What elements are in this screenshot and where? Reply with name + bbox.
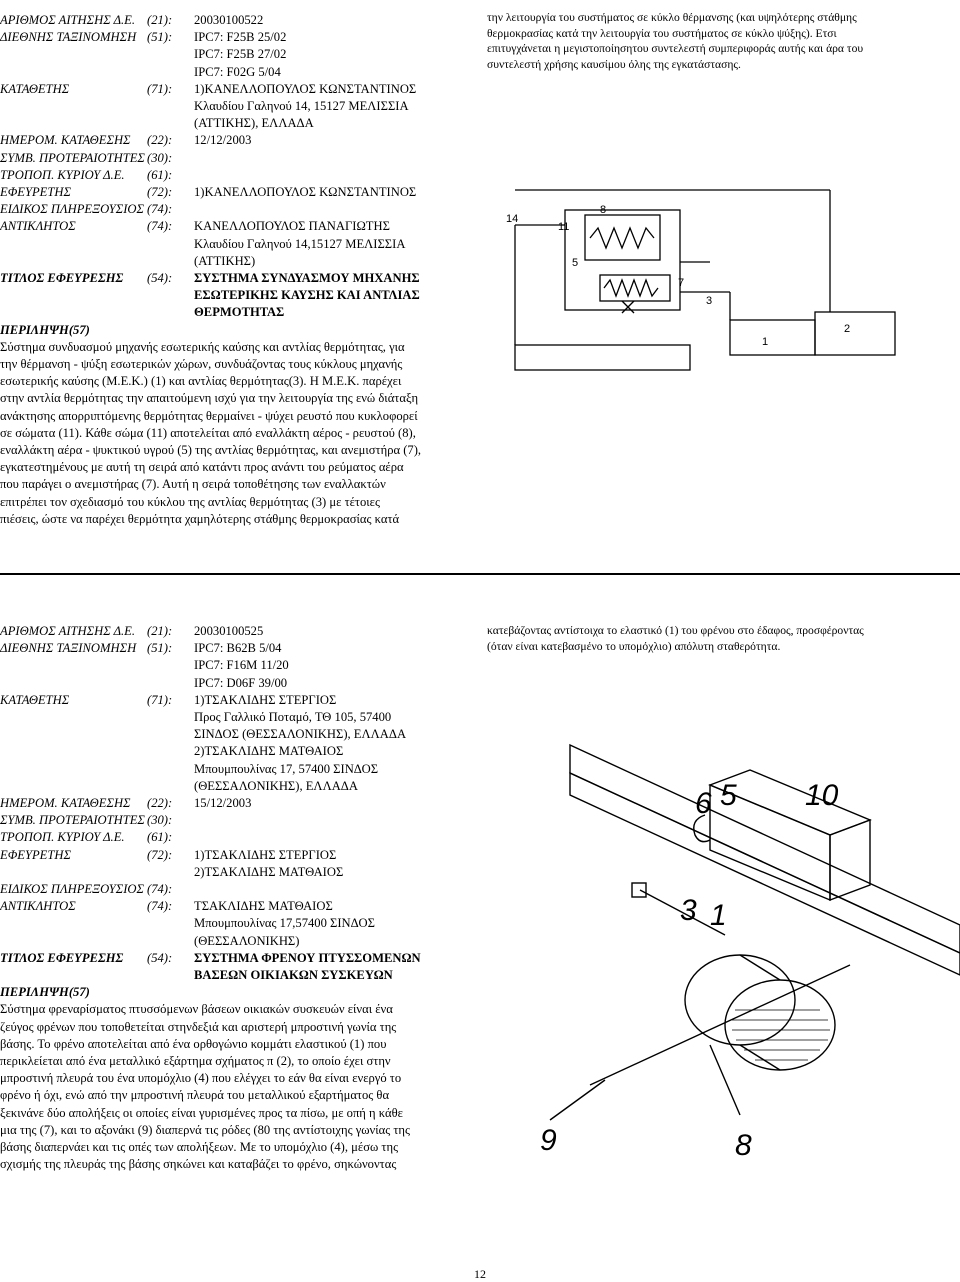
text-line: βάσης. Το φρένο αποτελείται από ένα ορθογώνιο κομμάτι ελαστικού (1) που [0, 1036, 387, 1051]
entry2-left-column [0, 623, 472, 1174]
text-line: σχισμής της πλευράς της βάσης σηκώνει και καταβάζει το φρένο, σηκώνοντας [0, 1157, 397, 1172]
field-row [0, 898, 472, 915]
field-row [0, 167, 472, 184]
field-value-continuation: IPC7: D06F 39/00 [194, 675, 288, 690]
wheel-back [685, 955, 795, 1045]
field-label: ΑΝΤΙΚΛΗΤΟΣ [0, 899, 76, 914]
field-value: 20030100522 [194, 13, 264, 27]
text-line: που παράγει ο ανεμιστήρας (7). Αυτή η σειρά τοποθέτησης των εναλλακτών [0, 477, 386, 492]
field-value: 1)ΤΣΑΚΛΙΔΗΣ ΣΤΕΡΓΙΟΣ [194, 847, 337, 862]
field-label: ΤΡΟΠΟΠ. ΚΥΡΙΟΥ Δ.Ε. [0, 167, 125, 182]
entry1-system-diagram [500, 180, 940, 385]
text-line: θερμοκρασίας κατά την λειτουργία του συστήματος σε κύκλο ψύξης). Ετσι [487, 26, 837, 40]
entry2-abstract [0, 1001, 472, 1173]
field-value-continuation: Κλαυδίου Γαληνού 14,15127 ΜΕΛΙΣΣΙΑ [194, 236, 406, 251]
field-value-continuation: Μπουμπουλίνας 17,57400 ΣΙΝΔΟΣ [194, 916, 375, 931]
field-code: (72): [147, 847, 173, 862]
field-label: ΣΥΜΒ. ΠΡΟΤΕΡΑΙΟΤΗΤΕΣ [0, 150, 145, 165]
field-value: IPC7: F25B 25/02 [194, 30, 287, 45]
entry1-left-column [0, 12, 472, 528]
leader-9 [550, 1080, 605, 1120]
field-label: ΔΙΕΘΝΗΣ ΤΑΞΙΝΟΜΗΣΗ [0, 30, 137, 45]
figure-label-8: 8 [735, 1129, 752, 1162]
figure-label-7: 7 [678, 277, 685, 289]
field-value: 1)ΤΣΑΚΛΙΔΗΣ ΣΤΕΡΓΙΟΣ [194, 692, 337, 707]
entry2-brake-drawing [510, 725, 960, 1175]
field-value: 1)ΚΑΝΕΛΛΟΠΟΥΛΟΣ ΚΩΝΣΤΑΝΤΙΝΟΣ [194, 81, 417, 96]
entry2-figure-labels [540, 779, 839, 1162]
field-code: (54): [147, 950, 173, 965]
field-code: (74): [147, 882, 173, 897]
engine-1 [730, 320, 815, 355]
field-row [0, 812, 472, 829]
text-line: εσωτερικής καύσης (Μ.Ε.Κ.) (1) και αντλίας θερμότητας(3). Η Μ.Ε.Κ. παρέχει [0, 374, 402, 389]
field-row [0, 950, 472, 967]
field-row [0, 29, 472, 46]
field-row [0, 150, 472, 167]
text-line: την λειτουργία του συστήματος σε κύκλο θέρμανσης (και υψηλότερης στάθμης [487, 11, 857, 24]
field-code: (21): [147, 13, 173, 27]
field-value: 20030100525 [194, 624, 264, 638]
entry2-abstract-continuation [487, 623, 959, 654]
field-code: (61): [147, 830, 173, 845]
field-value: 12/12/2003 [194, 133, 252, 148]
field-value-continuation: (ΘΕΣΣΑΛΟΝΙΚΗΣ), ΕΛΛΑΔΑ [194, 778, 358, 793]
field-row [0, 184, 472, 201]
field-label: ΣΥΜΒ. ΠΡΟΤΕΡΑΙΟΤΗΤΕΣ [0, 813, 145, 828]
figure-label-5: 5 [720, 779, 737, 812]
field-value-continuation: ΘΕΡΜΟΤΗΤΑΣ [194, 305, 285, 320]
field-value-continuation: ΕΣΩΤΕΡΙΚΗΣ ΚΑΥΣΗΣ ΚΑΙ ΑΝΤΛΙΑΣ [194, 288, 420, 303]
text-line: συντελεστή χρήσης καυσίμου όλης της εγκατάστασης. [487, 57, 741, 71]
field-value-continuation: 2)ΤΣΑΚΛΙΔΗΣ ΜΑΤΘΑΙΟΣ [194, 744, 344, 759]
field-code: (74): [147, 202, 173, 217]
figure-label-6: 6 [695, 787, 712, 820]
field-row [0, 623, 472, 640]
field-row [0, 270, 472, 287]
field-value: IPC7: B62B 5/04 [194, 641, 282, 656]
wheel-edge-bottom [740, 1045, 780, 1070]
separator-rule [0, 573, 960, 575]
heat-pump-2 [815, 312, 895, 355]
field-value-continuation: Μπουμπουλίνας 17, 57400 ΣΙΝΔΟΣ [194, 761, 379, 776]
text-line: Σύστημα φρεναρίσματος πτυσσόμενων βάσεων οικιακών συσκευών είναι ένα [0, 1002, 393, 1017]
text-line: εγκατεστημένους με αυτή τη σειρά από κατάντι προς ανάντι του ρεύματος αέρα [0, 460, 404, 475]
wheel-edge-top [740, 955, 780, 980]
field-value-continuation: IPC7: F02G 5/04 [194, 64, 281, 79]
field-row [0, 12, 472, 29]
base-rail-side [570, 773, 960, 975]
exchanger-8 [585, 215, 660, 260]
field-value [194, 829, 472, 846]
field-row [0, 829, 472, 846]
field-value: ΤΣΑΚΛΙΔΗΣ ΜΑΤΘΑΙΟΣ [194, 899, 333, 914]
text-line: την θέρμανση - ψύξη εσωτερικών χώρων, συνδυάζοντας τους κύκλους μηχανής [0, 357, 403, 372]
field-value-continuation: Προς Γαλλικό Ποταμό, ΤΘ 105, 57400 [194, 710, 392, 725]
field-value-continuation: 2)ΤΣΑΚΛΙΔΗΣ ΜΑΤΘΑΙΟΣ [194, 864, 344, 879]
text-line: εναλλάκτη αέρα - ψυκτικού υγρού (5) της αντλίας θερμότητας, και ανεμιστήρα (7), [0, 443, 422, 458]
figure-label-9: 9 [540, 1124, 557, 1157]
field-label: ΤΙΤΛΟΣ ΕΦΕΥΡΕΣΗΣ [0, 271, 124, 286]
field-label: ΑΡΙΘΜΟΣ ΑΙΤΗΣΗΣ Δ.Ε. [0, 624, 136, 638]
bolt-head [632, 883, 646, 897]
field-code: (51): [147, 30, 173, 45]
text-line: επιτρέπει τον σχεδιασμό του κύκλου της αντλίας θερμότητας (3) με τέτοιες [0, 494, 380, 509]
exchanger-coil-8 [590, 228, 654, 248]
field-value: 15/12/2003 [194, 796, 252, 811]
text-line: Σύστημα συνδυασμού μηχανής εσωτερικής καύσης και αντλίας θερμότητας, για [0, 339, 405, 354]
field-code: (51): [147, 641, 173, 656]
field-label: ΑΡΙΘΜΟΣ ΑΙΤΗΣΗΣ Δ.Ε. [0, 13, 136, 27]
field-value [194, 167, 472, 184]
field-row [0, 881, 472, 898]
field-label: ΕΦΕΥΡΕΤΗΣ [0, 185, 71, 200]
text-line: βάσης διαπερνάει και τις οπές των απολήξεων. Με το υπομόχλιο (4), μέσω της [0, 1140, 399, 1155]
field-row [0, 640, 472, 657]
field-code: (71): [147, 81, 173, 96]
field-label: ΤΙΤΛΟΣ ΕΦΕΥΡΕΣΗΣ [0, 950, 124, 965]
text-line: (όταν είναι κατεβασμένο το υπομόχλιο) απόλυτη σταθερότητα. [487, 639, 781, 653]
text-line: πιέσεις, ώστε να παρέχει θερμότητα χαμηλότερης στάθμης θερμοκρασίας κατά [0, 511, 400, 526]
figure-label-3: 3 [680, 894, 697, 927]
field-row [0, 847, 472, 864]
page-number: 12 [474, 1267, 486, 1281]
field-value-continuation: IPC7: F25B 27/02 [194, 47, 287, 62]
wheel-hatching [732, 1010, 830, 1060]
text-line: μπροστινή πλευρά του ένα υπομόχλιο (4) που ελέγχει το εάν θα είναι ενεργό το [0, 1071, 402, 1086]
field-label: ΕΙΔΙΚΟΣ ΠΛΗΡΕΞΟΥΣΙΟΣ [0, 882, 144, 897]
text-line: περικλείεται από ένα μεταλλικό εξάρτημα σχήματος π (2), το οποίο έχει στην [0, 1054, 391, 1069]
entry1-figure-labels [506, 204, 850, 348]
figure-label-3: 3 [706, 295, 713, 307]
field-label: ΚΑΤΑΘΕΤΗΣ [0, 81, 70, 96]
field-row [0, 132, 472, 149]
text-line: ανάκτησης απορριπτόμενης θερμότητας θερμαίνει - ψύχει ρευστό που κυκλοφορεί [0, 408, 418, 423]
field-value: 1)ΚΑΝΕΛΛΟΠΟΥΛΟΣ ΚΩΝΣΤΑΝΤΙΝΟΣ [194, 185, 417, 200]
field-label: ΗΜΕΡΟΜ. ΚΑΤΑΘΕΣΗΣ [0, 796, 131, 811]
figure-label-1: 1 [710, 899, 727, 932]
field-value [194, 201, 472, 218]
field-value-continuation: (ΑΤΤΙΚΗΣ) [194, 253, 256, 268]
field-label: ΕΦΕΥΡΕΤΗΣ [0, 847, 71, 862]
field-code: (21): [147, 624, 173, 638]
leader-8 [710, 1045, 740, 1115]
field-row [0, 81, 472, 98]
field-code: (72): [147, 185, 173, 200]
text-line: φρένο ή όχι, ενώ από την μπροστινή πλευρά του μεταλλικού εξαρτήματος θα [0, 1088, 390, 1103]
field-code: (71): [147, 692, 173, 707]
field-label: ΑΝΤΙΚΛΗΤΟΣ [0, 219, 76, 234]
field-code: (22): [147, 133, 173, 148]
text-line: σε σώματα (11). Κάθε σώμα (11) αποτελείται από εναλλάκτη αέρος - ρευστού (8), [0, 425, 416, 440]
exchanger-coil-5 [604, 280, 658, 296]
figure-label-1: 1 [762, 336, 769, 348]
field-label: ΚΑΤΑΘΕΤΗΣ [0, 692, 70, 707]
entry1-abstract [0, 339, 472, 528]
field-value-continuation: Κλαυδίου Γαληνού 14, 15127 ΜΕΛΙΣΣΙΑ [194, 99, 409, 114]
field-value: ΣΥΣΤΗΜΑ ΣΥΝΔΥΑΣΜΟΥ ΜΗΧΑΝΗΣ [194, 271, 420, 286]
entry1-abstract-heading: ΠΕΡΙΛΗΨΗ(57) [0, 322, 90, 337]
field-code: (30): [147, 813, 173, 828]
field-label: ΗΜΕΡΟΜ. ΚΑΤΑΘΕΣΗΣ [0, 133, 131, 148]
figure-label-8: 8 [600, 204, 607, 216]
base-unit [515, 345, 690, 370]
exchanger-5 [600, 275, 670, 301]
field-code: (74): [147, 899, 173, 914]
field-label: ΤΡΟΠΟΠ. ΚΥΡΙΟΥ Δ.Ε. [0, 830, 125, 845]
text-line: επιτυγχάνεται η μεγιστοποίησητου συντελεστή συμπεριφοράς αυτής και άρα του [487, 42, 864, 56]
field-row [0, 201, 472, 218]
field-value-continuation: (ΑΤΤΙΚΗΣ), ΕΛΛΑΔΑ [194, 116, 314, 131]
field-row [0, 218, 472, 235]
figure-label-14: 14 [506, 213, 519, 225]
text-line: ζεύγος φρένων που τοποθετείται στηνδεξιά και αριστερή μπροστινή γωνία της [0, 1019, 397, 1034]
field-row [0, 795, 472, 812]
field-row [0, 692, 472, 709]
wheel [725, 980, 835, 1070]
field-value-continuation: ΒΑΣΕΩΝ ΟΙΚΙΑΚΩΝ ΣΥΣΚΕΥΩΝ [194, 968, 393, 983]
field-value [194, 812, 472, 829]
entry1-bibliographic-fields [0, 12, 472, 322]
field-value: ΚΑΝΕΛΛΟΠΟΥΛΟΣ ΠΑΝΑΓΙΩΤΗΣ [194, 219, 390, 234]
figure-label-2: 2 [844, 323, 851, 335]
figure-label-5: 5 [572, 257, 579, 269]
field-value: ΣΥΣΤΗΜΑ ΦΡΕΝΟΥ ΠΤΥΣΣΟΜΕΝΩΝ [194, 950, 421, 965]
field-code: (22): [147, 796, 173, 811]
text-line: ξεκινάνε δύο απολήξεις οι οποίες είναι γυρισμένες προς τα πίσω, με οπή η κάθε [0, 1105, 403, 1120]
field-value [194, 881, 472, 898]
text-line: στην αντλία θερμότητας την απαιτούμενη ισχύ για την λειτουργία της ενώ διάταξη [0, 391, 419, 406]
figure-label-11: 11 [558, 221, 570, 233]
field-label: ΔΙΕΘΝΗΣ ΤΑΞΙΝΟΜΗΣΗ [0, 641, 137, 656]
field-value-continuation: IPC7: F16M 11/20 [194, 658, 289, 673]
field-value-continuation: (ΘΕΣΣΑΛΟΝΙΚΗΣ) [194, 933, 300, 948]
field-code: (54): [147, 271, 173, 286]
text-line: μια της (7), και το αξονάκι (9) διαπερνά τις ρόδες (80 της αντίστοιχης γωνίας της [0, 1122, 411, 1137]
entry1-abstract-continuation [487, 10, 959, 72]
field-code: (30): [147, 150, 173, 165]
entry2-bibliographic-fields [0, 623, 472, 984]
field-label: ΕΙΔΙΚΟΣ ΠΛΗΡΕΞΟΥΣΙΟΣ [0, 202, 144, 217]
field-value-continuation: ΣΙΝΔΟΣ (ΘΕΣΣΑΛΟΝΙΚΗΣ), ΕΛΛΑΔΑ [194, 727, 407, 742]
field-value [194, 150, 472, 167]
text-line: κατεβάζοντας αντίστοιχα το ελαστικό (1) του φρένου στο έδαφος, προσφέροντας [487, 624, 864, 637]
field-code: (74): [147, 219, 173, 234]
field-code: (61): [147, 167, 173, 182]
figure-label-10: 10 [805, 779, 839, 812]
bracket-side [830, 820, 870, 900]
entry2-abstract-heading: ΠΕΡΙΛΗΨΗ(57) [0, 985, 90, 1000]
